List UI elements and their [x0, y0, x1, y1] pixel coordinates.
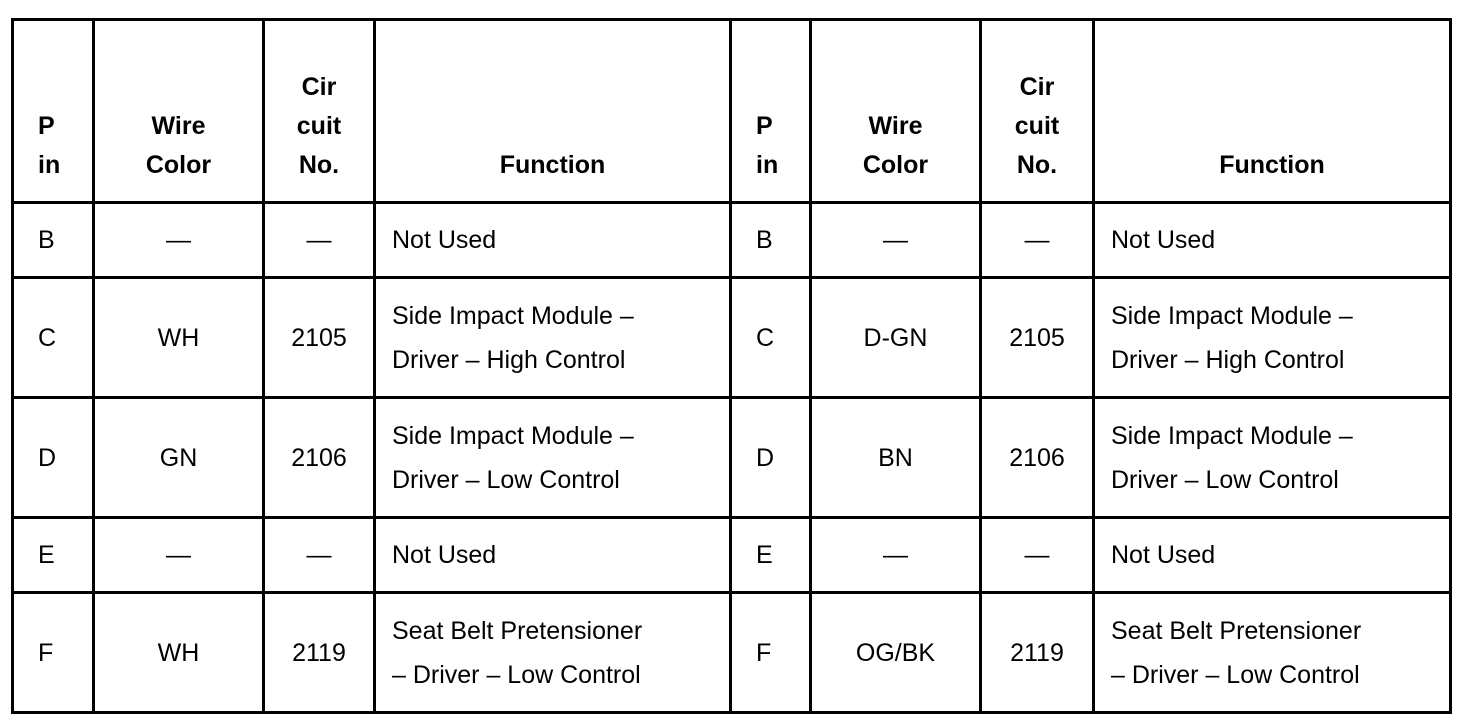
- function-cell: Not Used: [375, 203, 731, 278]
- wire-color-cell: —: [94, 518, 264, 593]
- header-circuit-no-right: Cir cuit No.: [981, 20, 1094, 203]
- pin-cell: F: [731, 593, 811, 713]
- table-row: [13, 203, 1451, 278]
- circuit-no-cell: 2119: [981, 593, 1094, 713]
- header-circuit-no-left: Cir cuit No.: [264, 20, 375, 203]
- pin-cell: C: [731, 278, 811, 398]
- header-wire-color-left: Wire Color: [94, 20, 264, 203]
- function-cell: Not Used: [1094, 518, 1451, 593]
- wire-color-cell: —: [811, 518, 981, 593]
- wire-color-cell: OG/BK: [811, 593, 981, 713]
- pin-cell: C: [13, 278, 94, 398]
- pin-cell: B: [13, 203, 94, 278]
- pin-cell: E: [731, 518, 811, 593]
- wire-color-cell: —: [811, 203, 981, 278]
- wire-color-cell: GN: [94, 398, 264, 518]
- header-pin-right: P in: [731, 20, 811, 203]
- table-row: [13, 593, 1451, 713]
- wire-color-cell: D-GN: [811, 278, 981, 398]
- header-pin-left: P in: [13, 20, 94, 203]
- circuit-no-cell: 2105: [981, 278, 1094, 398]
- pin-cell: D: [13, 398, 94, 518]
- function-cell: Seat Belt Pretensioner – Driver – Low Control: [1094, 593, 1451, 713]
- function-cell: Side Impact Module – Driver – Low Control: [1094, 398, 1451, 518]
- circuit-no-cell: 2106: [981, 398, 1094, 518]
- circuit-no-cell: —: [264, 518, 375, 593]
- function-cell: Not Used: [1094, 203, 1451, 278]
- table-row: [13, 398, 1451, 518]
- wire-color-cell: —: [94, 203, 264, 278]
- pin-cell: E: [13, 518, 94, 593]
- circuit-no-cell: 2105: [264, 278, 375, 398]
- circuit-no-cell: 2119: [264, 593, 375, 713]
- header-function-left: Function: [375, 20, 731, 203]
- circuit-no-cell: —: [981, 518, 1094, 593]
- wire-color-cell: WH: [94, 593, 264, 713]
- function-cell: Side Impact Module – Driver – High Control: [375, 278, 731, 398]
- function-cell: Side Impact Module – Driver – High Control: [1094, 278, 1451, 398]
- circuit-no-cell: 2106: [264, 398, 375, 518]
- function-cell: Not Used: [375, 518, 731, 593]
- header-wire-color-right: Wire Color: [811, 20, 981, 203]
- circuit-no-cell: —: [981, 203, 1094, 278]
- function-cell: Seat Belt Pretensioner – Driver – Low Control: [375, 593, 731, 713]
- header-row: [13, 20, 1451, 203]
- table-row: [13, 518, 1451, 593]
- pin-cell: D: [731, 398, 811, 518]
- header-function-right: Function: [1094, 20, 1451, 203]
- pin-cell: B: [731, 203, 811, 278]
- pin-cell: F: [13, 593, 94, 713]
- function-cell: Side Impact Module – Driver – Low Control: [375, 398, 731, 518]
- wire-color-cell: BN: [811, 398, 981, 518]
- table-row: [13, 278, 1451, 398]
- pinout-table: [11, 18, 1452, 714]
- circuit-no-cell: —: [264, 203, 375, 278]
- wire-color-cell: WH: [94, 278, 264, 398]
